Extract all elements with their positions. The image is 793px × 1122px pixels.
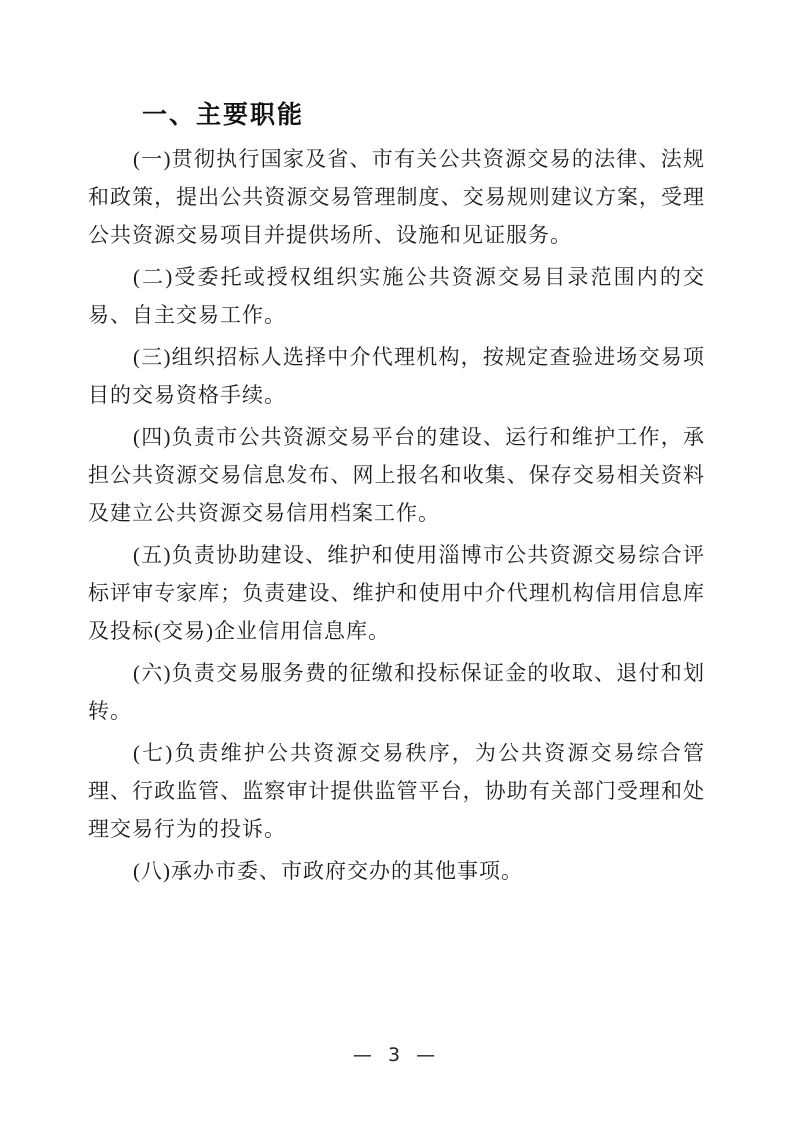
paragraph-2: (二)受委托或授权组织实施公共资源交易目录范围内的交易、自主交易工作。: [88, 265, 705, 327]
paragraph-3: (三)组织招标人选择中介代理机构，按规定查验进场交易项目的交易资格手续。: [88, 345, 705, 407]
paragraph-4: (四)负责市公共资源交易平台的建设、运行和维护工作，承担公共资源交易信息发布、网上报名和收集、保存交易相关资料及建立公共资源交易信用档案工作。: [88, 425, 705, 525]
paragraph-8: (八)承办市委、市政府交办的其他事项。: [133, 859, 523, 883]
paragraph-6: (六)负责交易服务费的征缴和投标保证金的收取、退付和划转。: [88, 661, 705, 723]
paragraph-7: (七)负责维护公共资源交易秩序，为公共资源交易综合管理、行政监管、监察审计提供监管平台，协助有关部门受理和处理交易行为的投诉。: [88, 741, 705, 841]
paragraph-5: (五)负责协助建设、维护和使用淄博市公共资源交易综合评标评审专家库；负责建设、维护和使用中介代理机构信用信息库及投标(交易)企业信用信息库。: [88, 543, 705, 643]
section-title: 一、主要职能: [142, 101, 305, 129]
page-number: — 3 —: [352, 1044, 441, 1066]
document-body: [88, 99, 705, 890]
paragraph-1: (一)贯彻执行国家及省、市有关公共资源交易的法律、法规和政策，提出公共资源交易管理制度、交易规则建议方案，受理公共资源交易项目并提供场所、设施和见证服务。: [88, 147, 705, 247]
